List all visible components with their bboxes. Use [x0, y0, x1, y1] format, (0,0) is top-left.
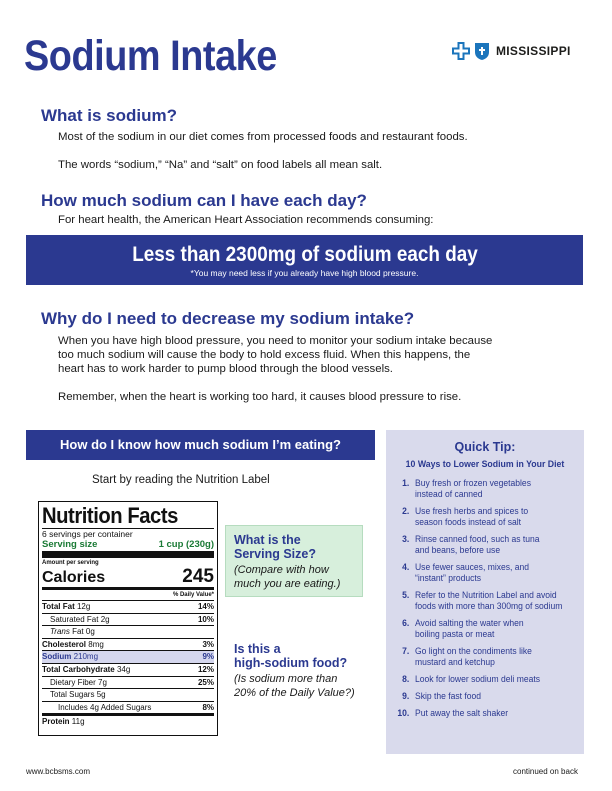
quick-tip-panel [386, 430, 584, 754]
heading-how-much-sodium: How much sodium can I have each day? [41, 191, 367, 210]
tip-item: 3. Rinse canned food, such as tuna and beans, before use [402, 534, 540, 555]
banner-note: *You may need less if you already have high blood pressure. [190, 268, 419, 278]
callout-sodium-question-1: Is this a [234, 642, 281, 656]
callout-sodium-answer-2: 20% of the Daily Value?) [234, 687, 355, 699]
tip-item: 5. Refer to the Nutrition Label and avoid foods with more than 300mg of sodium [402, 590, 563, 611]
nutrition-facts-label [38, 501, 218, 736]
paragraph-why-line-2: too much sodium will cause the body to hold excess fluid. When this happens, the [58, 349, 471, 361]
nutrition-facts-title: Nutrition Facts [42, 503, 178, 528]
start-reading-text: Start by reading the Nutrition Label [92, 474, 270, 486]
nutrient-row-sodium: Sodium 210mg 9% [42, 652, 214, 662]
calories-row [42, 567, 214, 587]
daily-value-header: % Daily Value* [172, 592, 214, 598]
nutrient-row-dietary-fiber: Dietary Fiber 7g 25% [42, 676, 214, 689]
callout-serving-answer-1: (Compare with how [234, 564, 329, 576]
nutrient-row-total-fat: Total Fat 12g 14% [42, 602, 214, 611]
paragraph-why-line-1: When you have high blood pressure, you need to monitor your sodium intake because [58, 335, 493, 347]
calories-value: 245 [182, 566, 214, 587]
footer-url: www.bcbsms.com [26, 767, 91, 776]
callout-serving-size [225, 525, 363, 597]
tip-item: 6. Avoid salting the water when boiling pasta or meat [402, 618, 524, 639]
paragraph-why-line-3: heart has to work harder to pump blood through the blood vessels. [58, 363, 393, 375]
bcbs-logo [451, 41, 571, 61]
quick-tip-title: Quick Tip: [454, 440, 516, 454]
paragraph-sodium-sources: Most of the sodium in our diet comes from processed foods and restaurant foods. [58, 131, 468, 143]
nutrient-row-trans-fat: Trans Fat 0g [42, 625, 214, 638]
recommendation-banner [26, 235, 583, 285]
tip-item: 8. Look for lower sodium deli meats [402, 674, 540, 684]
serving-size-label: Serving size [42, 539, 98, 550]
tip-list [396, 478, 574, 719]
calories-label: Calories [42, 569, 106, 586]
tip-item: 10. Put away the salt shaker [397, 708, 509, 718]
callout-sodium-question-2: high-sodium food? [234, 656, 348, 670]
quick-tip-subtitle: 10 Ways to Lower Sodium in Your Diet [405, 459, 565, 470]
serving-size-value: 1 cup (230g) [158, 539, 214, 550]
tip-item: 7. Go light on the condiments like mustard and ketchup [402, 646, 532, 667]
blue-cross-icon [451, 41, 471, 61]
nutrient-row-total-sugars: Total Sugars 5g [42, 688, 214, 701]
paragraph-sodium-words: The words “sodium,” “Na” and “salt” on food labels all mean salt. [58, 159, 383, 171]
nutrient-row-added-sugars: Includes 4g Added Sugars 8% [42, 701, 214, 714]
blue-shield-icon [474, 41, 490, 61]
serving-size-row [42, 539, 214, 551]
page-title: Sodium Intake [24, 32, 277, 80]
heading-what-is-sodium: What is sodium? [41, 106, 177, 125]
nutrient-row-cholesterol: Cholesterol 8mg 3% [42, 639, 214, 649]
callout-high-sodium [225, 635, 363, 715]
nutrient-row-protein: Protein 11g [42, 713, 214, 728]
nutrient-row-total-carbohydrate: Total Carbohydrate 34g 12% [42, 664, 214, 674]
logo-text: MISSISSIPPI [496, 44, 571, 58]
banner-main-text: Less than 2300mg of sodium each day [131, 243, 478, 266]
callout-sodium-answer-1: (Is sodium more than [234, 673, 338, 685]
amount-per-serving: Amount per serving [42, 560, 99, 566]
tip-item: 1. Buy fresh or frozen vegetables instead of canned [402, 478, 531, 499]
nutrient-row-saturated-fat: Saturated Fat 2g 10% [42, 613, 214, 626]
paragraph-aha-recommends: For heart health, the American Heart Association recommends consuming: [58, 214, 434, 226]
callout-serving-question-1: What is the [234, 533, 301, 547]
heading-why-decrease: Why do I need to decrease my sodium intake? [41, 309, 415, 328]
tip-item: 9. Skip the fast food [402, 691, 482, 701]
tip-item: 2. Use fresh herbs and spices to season foods instead of salt [402, 506, 529, 527]
tip-item: 4. Use fewer sauces, mixes, and “instant” products [402, 562, 530, 583]
servings-per-container: 6 servings per container [42, 529, 133, 539]
how-do-i-know-bar: How do I know how much sodium I’m eating? [26, 430, 375, 460]
callout-serving-question-2: Serving Size? [234, 547, 316, 561]
continued-on-back: continued on back [513, 767, 578, 776]
paragraph-remember: Remember, when the heart is working too hard, it causes blood pressure to rise. [58, 391, 462, 403]
callout-serving-answer-2: much you are eating.) [234, 578, 341, 590]
